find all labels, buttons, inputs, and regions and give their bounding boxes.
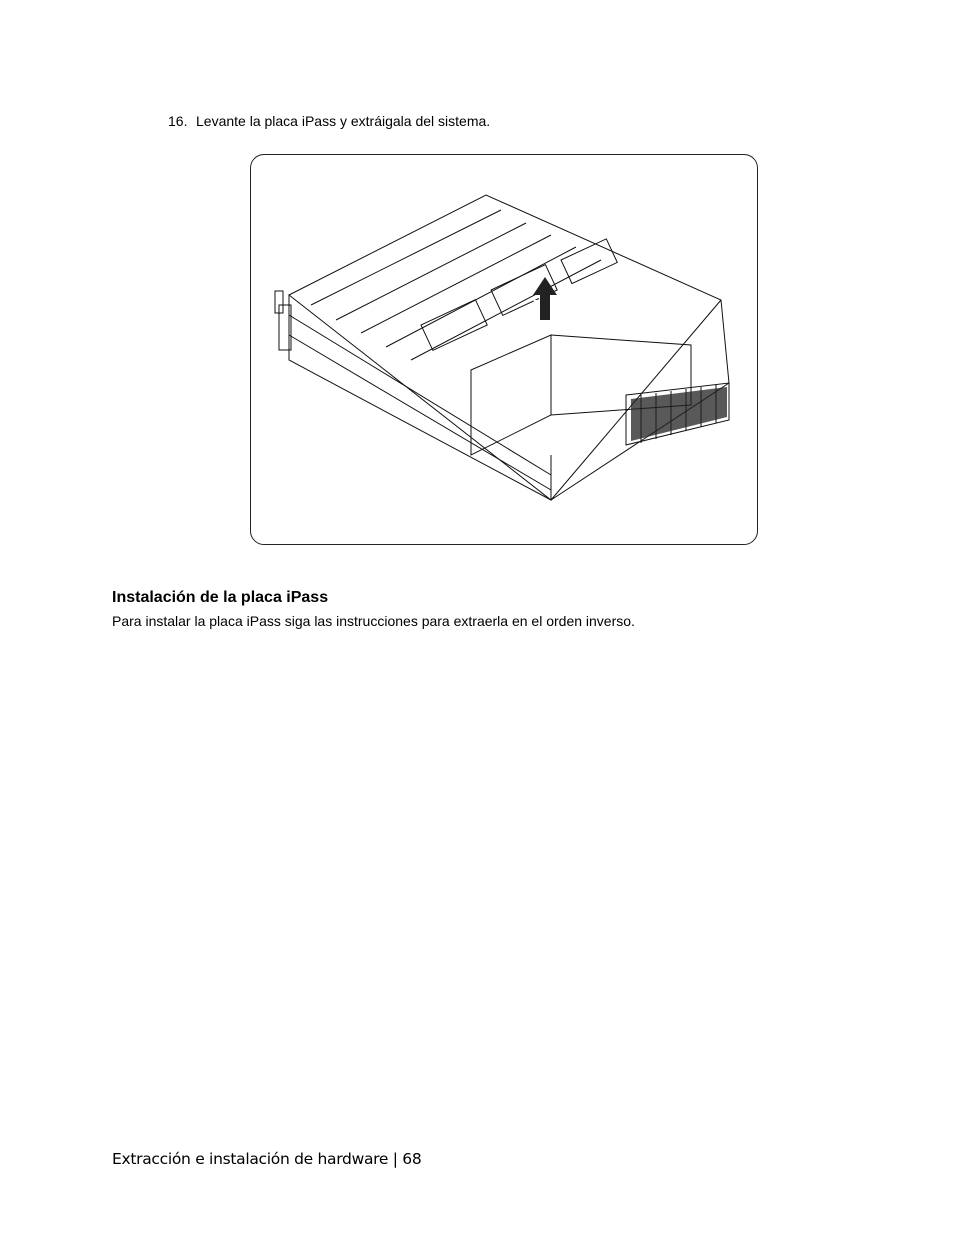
step-number: 16. xyxy=(168,113,188,129)
step-16 xyxy=(168,113,490,129)
figure-frame xyxy=(250,154,758,545)
page-footer: Extracción e instalación de hardware | 68 xyxy=(112,1150,422,1168)
step-text: Levante la placa iPass y extráigala del sistema. xyxy=(196,113,491,129)
section-heading: Instalación de la placa iPass xyxy=(112,589,329,606)
server-chassis-illustration xyxy=(251,155,759,546)
section-body: Para instalar la placa iPass siga las instrucciones para extraerla en el orden inverso. xyxy=(112,613,635,629)
